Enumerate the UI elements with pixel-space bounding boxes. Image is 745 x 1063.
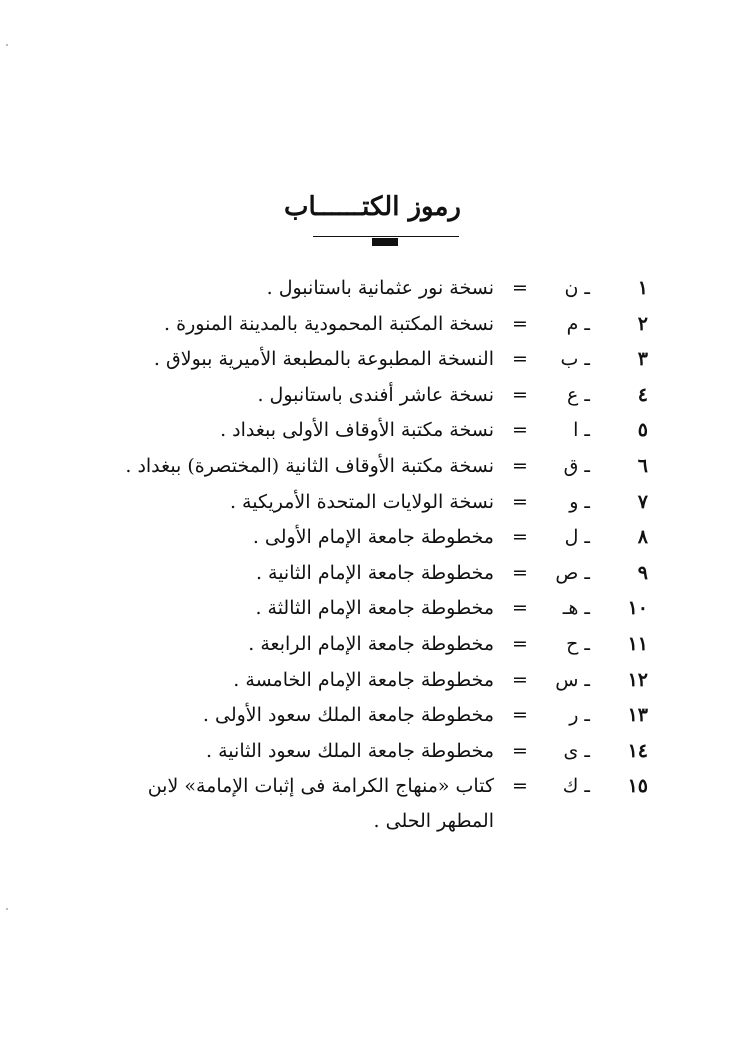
item-code: ـ ى [563,739,590,762]
equals-sign: = [512,668,528,691]
equals-sign: = [512,597,528,620]
item-description: نسخة مكتبة الأوقاف الأولى ببغداد . [220,419,494,442]
item-number: ٣ [637,348,648,371]
item-code: ـ هـ [562,597,590,620]
list-item [88,307,648,343]
item-code: ـ ا [573,419,590,442]
item-code: ـ و [569,490,590,513]
item-description: نسخة الولايات المتحدة الأمريكية . [229,490,494,513]
item-number: ٦ [637,454,648,477]
item-number: ١٥ [627,775,648,798]
scan-dot [6,908,8,910]
item-description: كتاب «منهاج الكرامة فى إثبات الإمامة» لابن المطهر الحلى . [147,775,494,833]
item-number: ٢ [637,312,648,335]
list-item [88,663,648,699]
item-code: ـ ب [560,348,590,371]
list-item [88,556,648,592]
equals-sign: = [512,490,528,513]
list-item [88,378,648,414]
item-code: ـ ل [564,526,590,549]
list-item [88,734,648,770]
page-title: رموز الكتــــــاب [284,192,461,222]
item-number: ١٣ [627,704,648,727]
item-description: النسخة المطبوعة بالمطبعة الأميرية ببولاق . [153,348,494,371]
equals-sign: = [512,561,528,584]
equals-sign: = [512,419,528,442]
item-number: ١٠ [627,597,648,620]
list-item [88,413,648,449]
item-code: ـ ق [563,454,590,477]
item-code: ـ ك [562,775,590,798]
item-description: مخطوطة جامعة الإمام الثانية . [255,561,494,584]
item-code: ـ ح [566,632,590,655]
item-code: ـ ن [564,277,590,299]
equals-sign: = [512,739,528,762]
item-description: نسخة مكتبة الأوقاف الثانية (المختصرة) ببغداد . [125,454,494,477]
item-number: ٧ [637,490,648,513]
item-description: مخطوطة جامعة الملك سعود الأولى . [202,704,494,727]
item-code: ـ س [555,668,590,691]
item-description: نسخة عاشر أفندى باستانبول . [257,383,494,406]
item-number: ١ [637,277,648,299]
list-item [88,485,648,521]
list-item [88,520,648,556]
equals-sign: = [512,632,528,655]
equals-sign: = [512,704,528,727]
equals-sign: = [512,348,528,371]
item-description: نسخة المكتبة المحمودية بالمدينة المنورة . [164,312,494,335]
item-description: مخطوطة جامعة الإمام الرابعة . [248,632,494,655]
symbols-list [88,271,648,839]
item-description: مخطوطة جامعة الإمام الثالثة . [255,597,494,620]
equals-sign: = [512,383,528,406]
item-description: مخطوطة جامعة الإمام الأولى . [252,526,494,549]
item-description: مخطوطة جامعة الإمام الخامسة . [233,668,494,691]
list-item [88,449,648,485]
item-code: ـ ر [569,704,590,727]
item-description: مخطوطة جامعة الملك سعود الثانية . [206,739,494,762]
item-number: ١٤ [627,739,648,762]
item-number: ٤ [637,383,648,406]
title-underline [313,236,459,237]
equals-sign: = [512,277,528,299]
item-number: ١١ [627,632,648,655]
list-item [88,698,648,734]
list-item [88,271,648,307]
list-item [88,769,648,839]
item-code: ـ ص [555,561,590,584]
item-number: ٨ [637,526,648,549]
item-code: ـ ع [567,383,590,406]
list-item [88,591,648,627]
equals-sign: = [512,312,528,335]
item-number: ١٢ [627,668,648,691]
item-code: ـ م [566,312,590,335]
equals-sign: = [512,526,528,549]
title-ornament [372,238,398,246]
item-description: نسخة نور عثمانية باستانبول . [266,277,494,299]
list-item [88,627,648,663]
list-item [88,342,648,378]
item-number: ٩ [637,561,648,584]
equals-sign: = [512,775,528,798]
equals-sign: = [512,454,528,477]
item-number: ٥ [637,419,648,442]
scan-dot [6,44,8,46]
